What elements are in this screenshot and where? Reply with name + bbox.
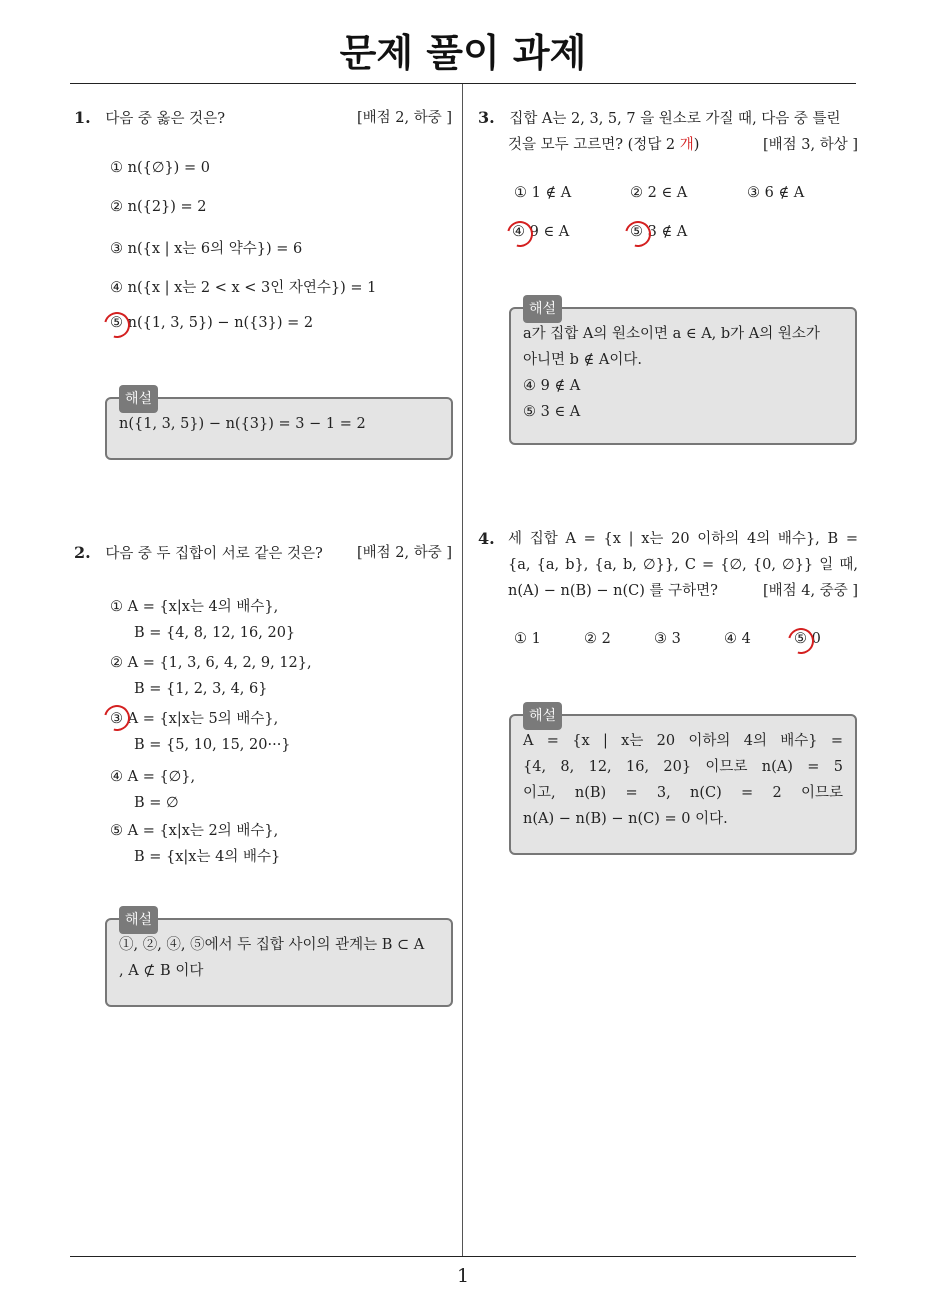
question-number: 3. [478,108,495,127]
solution-line: A = {x | x는 20 이하의 4의 배수} = [523,733,843,749]
q2-option-1[interactable] [110,594,295,646]
question-text: 집합 A는 2, 3, 5, 7 을 원소로 가질 때, 다음 중 틀린 [509,111,841,127]
top-divider [70,83,856,84]
question-number: 4. [478,529,495,548]
option-line: ① A = {x|x는 4의 배수}, [110,599,279,615]
q1-option-5[interactable]: ⑤ n({1, 3, 5}) − n({3}) = 2 [110,315,314,331]
q1-option-4[interactable]: ④ n({x | x는 2 < x < 3인 자연수}) = 1 [110,280,377,296]
question-2 [74,540,452,567]
points-label: [배점 3, 하상 ] [762,137,858,153]
q3-option-1[interactable]: ① 1 ∉ A [514,185,572,201]
q4-solution-box [509,708,857,855]
option-line: B = {5, 10, 15, 20···} [134,737,291,753]
solution-tag: 해설 [523,295,562,323]
option-line: ⑤ A = {x|x는 2의 배수}, [110,823,279,839]
question-number: 2. [74,543,91,562]
points-label: [배점 2, 하중 ] [356,545,452,561]
question-text: ) [693,137,700,153]
points-label: [배점 4, 중중 ] [762,583,858,599]
q3-option-5[interactable]: ⑤ 3 ∉ A [630,224,688,240]
solution-line: ④ 9 ∉ A [523,378,581,394]
page-title: 문제 풀이 과제 [339,31,587,75]
q2-option-4[interactable] [110,764,195,816]
question-text: 것을 모두 고르면? (정답 2 [508,137,680,153]
q2-option-3[interactable] [110,706,291,758]
solution-line: n(A) − n(B) − n(C) = 0 이다. [523,811,728,827]
option-line: B = {4, 8, 12, 16, 20} [134,625,296,641]
question-1 [74,105,452,132]
q4-option-4[interactable]: ④ 4 [724,631,751,647]
q3-option-3[interactable]: ③ 6 ∉ A [747,185,805,201]
q3-option-4[interactable]: ④ 9 ∈ A [512,224,570,240]
q4-option-5[interactable]: ⑤ 0 [794,631,821,647]
solution-line: ①, ②, ④, ⑤에서 두 집합 사이의 관계는 B ⊂ A [119,937,425,953]
question-text: {a, {a, b}, {a, b, ∅}}, C = {∅, {0, ∅}} 일 때, [508,557,858,573]
question-number: 1. [74,108,91,127]
option-line: ④ A = {∅}, [110,769,196,785]
q3-solution-box [509,301,857,445]
option-line: ③ A = {x|x는 5의 배수}, [110,711,279,727]
q2-option-2[interactable] [110,650,312,702]
q2-option-5[interactable] [110,818,280,870]
question-text: n(A) − n(B) − n(C) 를 구하면? [508,583,718,599]
bottom-divider [70,1256,856,1257]
q1-option-2[interactable]: ② n({2}) = 2 [110,199,207,215]
q3-option-2[interactable]: ② 2 ∈ A [630,185,688,201]
question-text: 세 집합 A = {x | x는 20 이하의 4의 배수}, B = [508,531,858,547]
solution-text: n({1, 3, 5}) − n({3}) = 3 − 1 = 2 [119,416,366,432]
q1-option-1[interactable]: ① n({∅}) = 0 [110,160,210,176]
answer-count-label: 개 [679,137,694,153]
question-4 [478,526,858,604]
option-line: B = {1, 2, 3, 4, 6} [134,681,268,697]
question-3 [478,105,858,158]
option-line: ② A = {1, 3, 6, 4, 2, 9, 12}, [110,655,312,671]
column-divider [462,84,463,1256]
solution-tag: 해설 [119,385,158,413]
answer-circle-mark [502,216,538,252]
answer-circle-mark [620,216,656,252]
q4-option-1[interactable]: ① 1 [514,631,541,647]
q4-option-3[interactable]: ③ 3 [654,631,681,647]
q1-solution-box [105,391,453,460]
q2-solution-box [105,912,453,1007]
solution-tag: 해설 [523,702,562,730]
solution-line: , A ⊄ B 이다 [119,963,204,979]
option-line: B = {x|x는 4의 배수} [134,849,281,865]
question-text: 다음 중 두 집합이 서로 같은 것은? [105,546,323,562]
solution-tag: 해설 [119,906,158,934]
option-line: B = ∅ [134,795,179,811]
page-number: 1 [456,1265,470,1287]
question-text: 다음 중 옳은 것은? [105,111,225,127]
points-label: [배점 2, 하중 ] [356,110,452,126]
solution-line: {4, 8, 12, 16, 20} 이므로 n(A) = 5 [523,759,843,775]
solution-line: ⑤ 3 ∈ A [523,404,581,420]
q4-option-2[interactable]: ② 2 [584,631,611,647]
solution-line: a가 집합 A의 원소이면 a ∈ A, b가 A의 원소가 [523,326,820,342]
answer-circle-mark [783,623,819,659]
solution-line: 이고, n(B) = 3, n(C) = 2 이므로 [523,785,843,801]
answer-circle-mark [99,307,135,343]
q1-option-3[interactable]: ③ n({x | x는 6의 약수}) = 6 [110,241,303,257]
solution-line: 아니면 b ∉ A이다. [523,352,642,368]
